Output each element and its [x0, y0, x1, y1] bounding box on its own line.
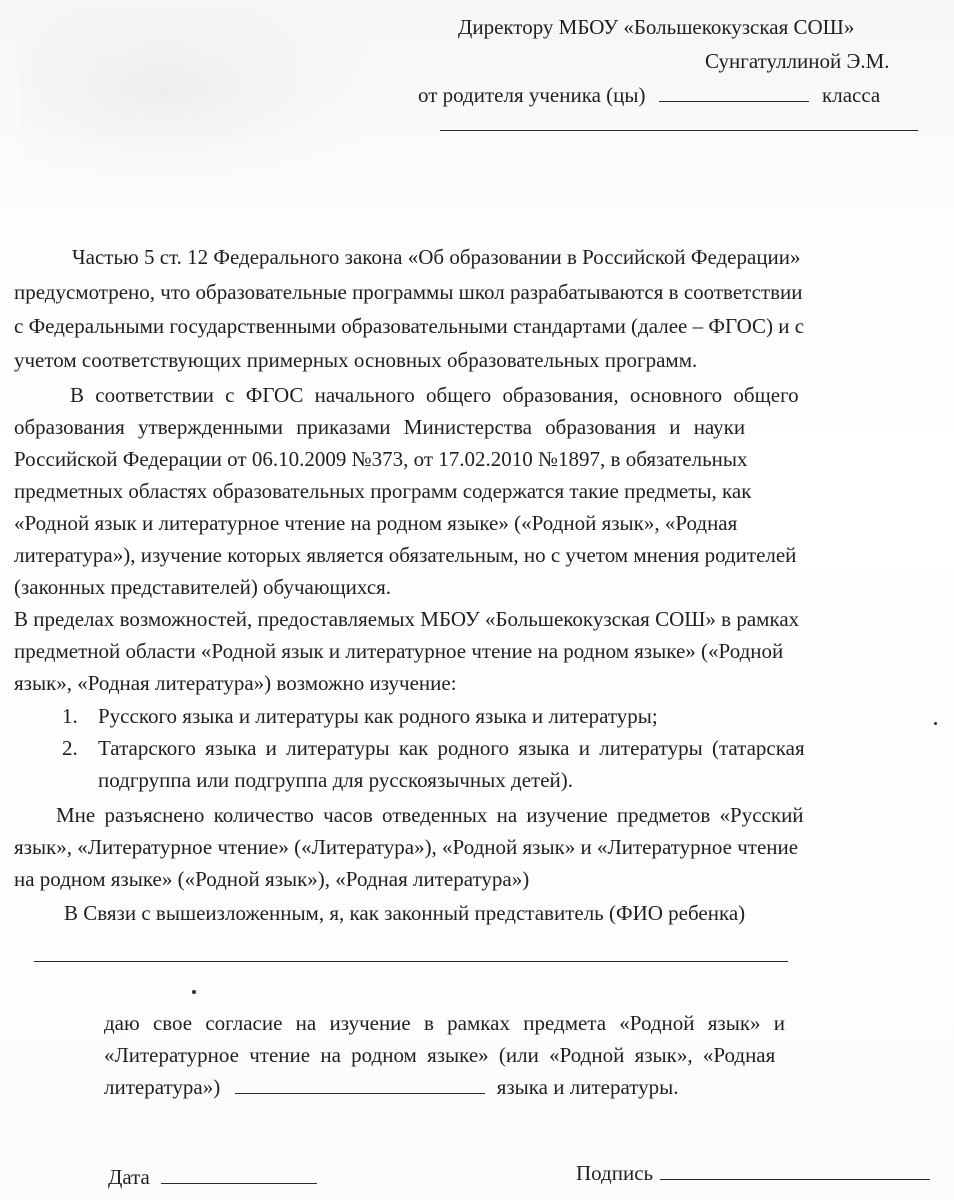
paragraph3-line1: В пределах возможностей, предоставляемых МБОУ «Большекокузская СОШ» в рамках [14, 607, 800, 631]
option-2-text-line2: подгруппа или подгруппа для русскоязычных детей). [98, 768, 573, 792]
header-from-parent [418, 82, 880, 108]
option-1-number: 1. [62, 704, 78, 728]
date-field [108, 1164, 317, 1190]
scan-smudge [20, 10, 380, 190]
paragraph1-line1: Частью 5 ст. 12 Федерального закона «Об образовании в Российской Федерации» [72, 245, 801, 269]
date-blank[interactable] [161, 1165, 317, 1184]
signature-field [576, 1160, 930, 1186]
header-addressee: Директору МБОУ «Большекокузская СОШ» [458, 15, 855, 39]
paragraph2-line1: В соответствии с ФГОС начального общего образования, основного общего [70, 383, 799, 407]
consent-line3-suffix: языка и литературы. [496, 1075, 679, 1099]
paragraph3-line2: предметной области «Родной язык и литературное чтение на родном языке» («Родной [14, 639, 784, 663]
signature-blank[interactable] [660, 1161, 930, 1180]
header-from-parent-label: от родителя ученика (цы) [418, 83, 646, 107]
paragraph1-line4: учетом соответствующих примерных основных образовательных программ. [14, 348, 698, 372]
header-director-name: Сунгатуллиной Э.М. [705, 49, 890, 73]
scan-speck [934, 722, 937, 725]
parent-name-blank[interactable] [440, 130, 918, 131]
paragraph2-line4: предметных областях образовательных программ содержатся такие предметы, как [14, 479, 752, 503]
paragraph2-line6: литература»), изучение которых является обязательным, но с учетом мнения родителей [14, 543, 797, 567]
paragraph1-line3: с Федеральными государственными образовательными стандартами (далее – ФГОС) и с [14, 314, 805, 338]
consent-line1: даю свое согласие на изучение в рамках предмета «Родной язык» и [104, 1011, 786, 1035]
consent-line2: «Литературное чтение на родном языке» (или «Родной язык», «Родная [104, 1043, 776, 1067]
header-class-label: класса [822, 83, 881, 107]
paragraph4-line3: на родном языке» («Родной язык»), «Родная литература») [14, 867, 530, 891]
signature-label: Подпись [576, 1161, 654, 1185]
option-1-text: Русского языка и литературы как родного языка и литературы; [98, 704, 658, 728]
paragraph4-line1: Мне разъяснено количество часов отведенных на изучение предметов «Русский [56, 803, 804, 827]
consent-line3-prefix: литература») [104, 1075, 221, 1099]
language-blank[interactable] [235, 1075, 485, 1094]
paragraph2-line3: Российской Федерации от 06.10.2009 №373, от 17.02.2010 №1897, в обязательных [14, 447, 748, 471]
paragraph3-line3: язык», «Родная литература») возможно изучение: [14, 671, 457, 695]
scan-speck-2 [192, 990, 196, 994]
paragraph2-line5: «Родной язык и литературное чтение на родном языке» («Родной язык», «Родная [14, 511, 738, 535]
paragraph2-line7: (законных представителей) обучающихся. [14, 575, 392, 599]
consent-line3 [104, 1074, 678, 1100]
option-2-number: 2. [62, 736, 78, 760]
paragraph5-line1: В Связи с вышеизложенным, я, как законный представитель (ФИО ребенка) [64, 901, 746, 925]
class-blank[interactable] [659, 83, 809, 102]
paragraph2-line2: образования утвержденными приказами Министерства образования и науки [14, 415, 746, 439]
paragraph4-line2: язык», «Литературное чтение» («Литература»), «Родной язык» и «Литературное чтение [14, 835, 799, 859]
child-name-blank[interactable] [34, 961, 788, 962]
date-label: Дата [108, 1165, 150, 1189]
option-2-text-line1: Татарского языка и литературы как родного языка и литературы (татарская [98, 736, 805, 760]
paragraph1-line2: предусмотрено, что образовательные программы школ разрабатываются в соответствии [14, 280, 803, 304]
